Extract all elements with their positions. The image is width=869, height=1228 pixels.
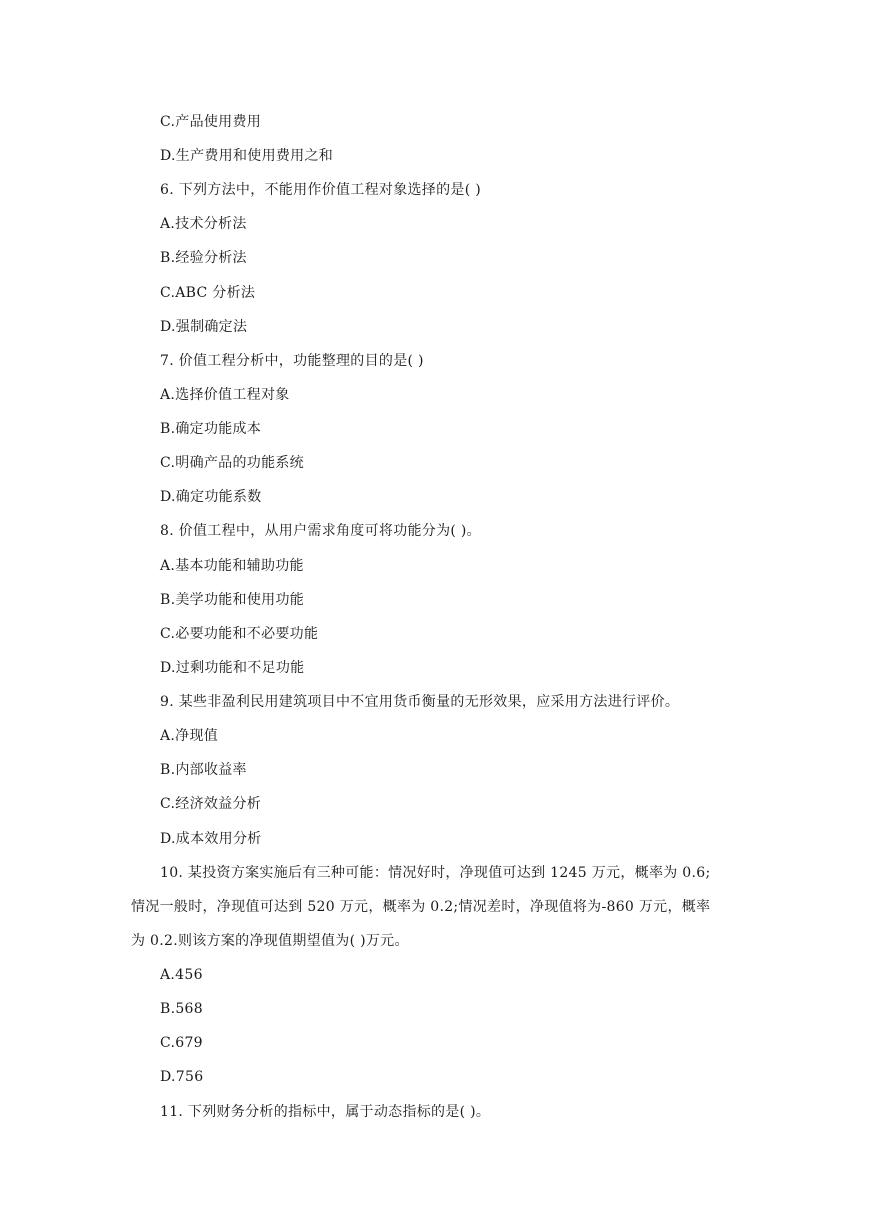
question-9: 9. 某些非盈利民用建筑项目中不宜用货币衡量的无形效果，应采用方法进行评价。 <box>160 694 680 710</box>
q10-option-c: C.679 <box>160 1035 203 1051</box>
question-8: 8. 价值工程中，从用户需求角度可将功能分为( )。 <box>160 523 481 539</box>
q9-option-d: D.成本效用分析 <box>160 831 262 847</box>
q9-option-b: B.内部收益率 <box>160 762 247 778</box>
q10-option-d: D.756 <box>160 1069 204 1085</box>
q6-option-c: C.ABC 分析法 <box>160 285 256 301</box>
q8-option-c: C.必要功能和不必要功能 <box>160 626 319 642</box>
q9-option-a: A.净现值 <box>160 728 219 744</box>
q7-option-b: B.确定功能成本 <box>160 421 262 437</box>
q9-option-c: C.经济效益分析 <box>160 796 262 812</box>
q8-option-b: B.美学功能和使用功能 <box>160 592 305 608</box>
q7-option-d: D.确定功能系数 <box>160 489 262 505</box>
question-11: 11. 下列财务分析的指标中，属于动态指标的是( )。 <box>160 1104 491 1120</box>
question-10-line-2: 情况一般时，净现值可达到 520 万元，概率为 0.2;情况差时，净现值将为-860 万元，概率 <box>131 899 711 915</box>
q7-option-a: A.选择价值工程对象 <box>160 387 290 403</box>
q8-option-d: D.过剩功能和不足功能 <box>160 660 305 676</box>
q6-option-d: D.强制确定法 <box>160 319 248 335</box>
q6-option-b: B.经验分析法 <box>160 250 247 266</box>
q6-option-a: A.技术分析法 <box>160 216 247 232</box>
q5-option-c: C.产品使用费用 <box>160 114 262 130</box>
q5-option-d: D.生产费用和使用费用之和 <box>160 148 334 164</box>
question-10-line-1: 10. 某投资方案实施后有三种可能：情况好时，净现值可达到 1245 万元，概率为 0.6; <box>160 865 711 881</box>
question-7: 7. 价值工程分析中，功能整理的目的是( ) <box>160 353 424 369</box>
q10-option-a: A.456 <box>160 967 203 983</box>
q10-option-b: B.568 <box>160 1001 203 1017</box>
q7-option-c: C.明确产品的功能系统 <box>160 455 304 471</box>
question-6: 6. 下列方法中，不能用作价值工程对象选择的是( ) <box>160 182 481 198</box>
question-10-line-3: 为 0.2.则该方案的净现值期望值为( )万元。 <box>131 933 409 949</box>
q8-option-a: A.基本功能和辅助功能 <box>160 558 304 574</box>
